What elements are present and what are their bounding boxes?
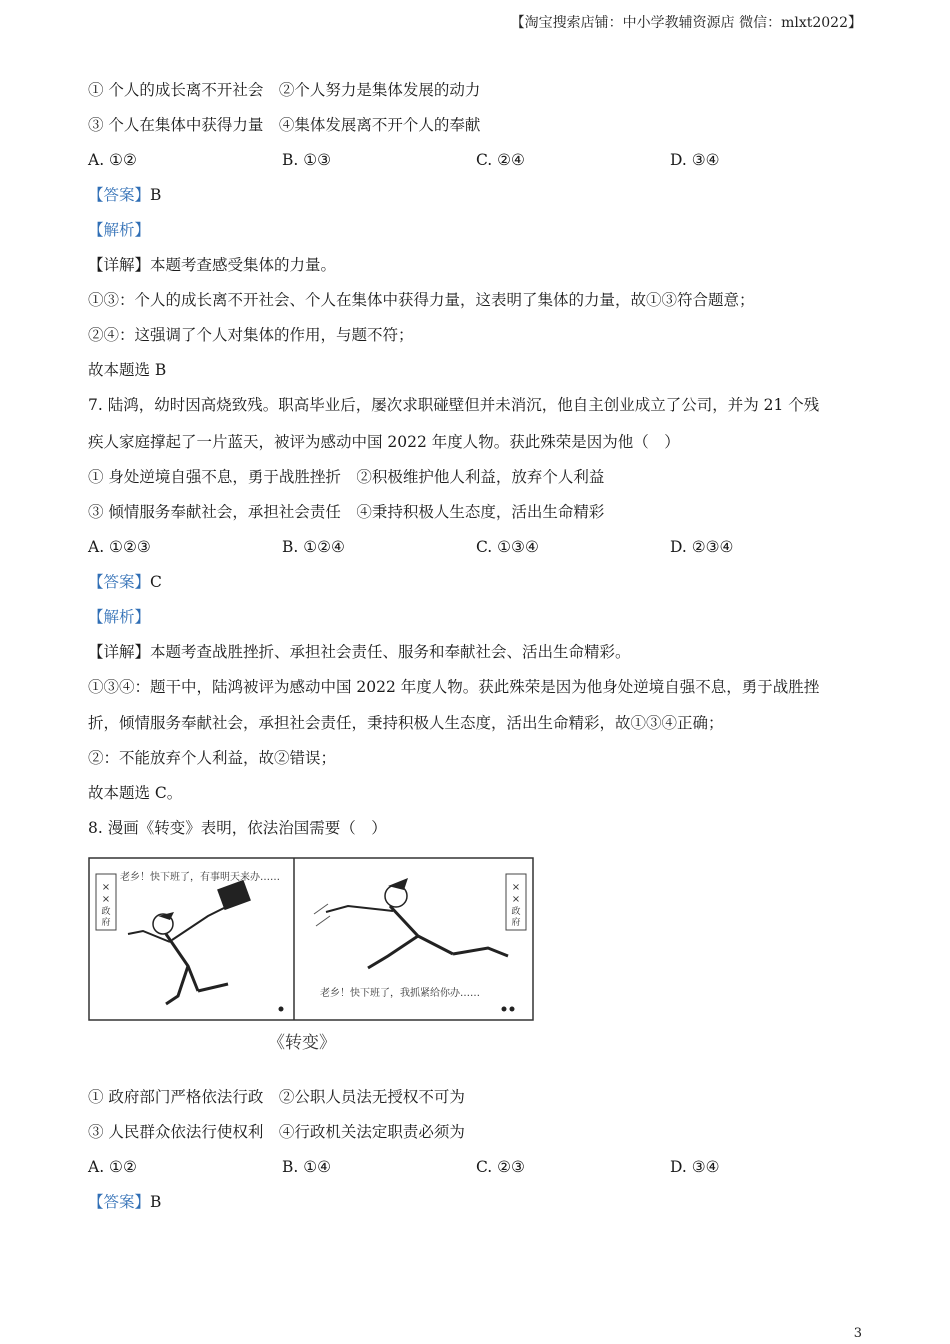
svg-text:政: 政 bbox=[511, 907, 521, 917]
q7-explanation-1b: 折，倾情服务奉献社会，承担社会责任，秉持积极人生态度，活出生命精彩，故①③④正确； bbox=[88, 714, 724, 732]
answer-value: C bbox=[150, 573, 162, 591]
cartoon-caption: 《转变》 bbox=[268, 1033, 336, 1053]
answer-tag: 【答案】 bbox=[88, 1193, 151, 1211]
q8-stem: 8. 漫画《转变》表明，依法治国需要（ ） bbox=[88, 819, 387, 837]
q6-detail: 【详解】本题考查感受集体的力量。 bbox=[88, 256, 337, 274]
answer-value: B bbox=[150, 186, 162, 204]
q6-statement-line-1: ① 个人的成长离不开社会 ②个人努力是集体发展的动力 bbox=[88, 81, 481, 99]
q7-conclusion: 故本题选 C。 bbox=[88, 784, 183, 802]
q8-option-b: B. ①④ bbox=[282, 1158, 332, 1176]
q7-option-d: D. ②③④ bbox=[670, 538, 734, 556]
q6-option-c: C. ②④ bbox=[476, 151, 525, 169]
q7-option-b: B. ①②④ bbox=[282, 538, 345, 556]
q7-option-a: A. ①②③ bbox=[88, 538, 151, 556]
cartoon-transformation bbox=[88, 856, 536, 1024]
q6-analysis-tag: 【解析】 bbox=[88, 221, 151, 239]
q7-explanation-2: ②：不能放弃个人利益，故②错误； bbox=[88, 749, 337, 767]
q7-option-c: C. ①③④ bbox=[476, 538, 539, 556]
q8-statement-line-1: ① 政府部门严格依法行政 ②公职人员法无授权不可为 bbox=[88, 1088, 465, 1106]
q8-option-c: C. ②③ bbox=[476, 1158, 525, 1176]
q8-answer bbox=[88, 1192, 161, 1212]
q7-stem-line-2: 疾人家庭撑起了一片蓝天，被评为感动中国 2022 年度人物。获此殊荣是因为他（ ） bbox=[88, 433, 680, 451]
q6-statement-line-2: ③ 个人在集体中获得力量 ④集体发展离不开个人的奉献 bbox=[88, 116, 481, 134]
q6-option-a: A. ①② bbox=[88, 151, 137, 169]
svg-text:政: 政 bbox=[101, 907, 111, 917]
answer-value: B bbox=[150, 1193, 162, 1211]
svg-text:老乡！快下班了，我抓紧给你办……: 老乡！快下班了，我抓紧给你办…… bbox=[320, 988, 480, 999]
q6-conclusion: 故本题选 B bbox=[88, 361, 167, 379]
answer-tag: 【答案】 bbox=[88, 186, 151, 204]
q6-option-b: B. ①③ bbox=[282, 151, 332, 169]
svg-text:老乡！快下班了，有事明天来办……: 老乡！快下班了，有事明天来办…… bbox=[120, 872, 280, 883]
q6-explanation-1: ①③：个人的成长离不开社会、个人在集体中获得力量，这表明了集体的力量，故①③符合题意； bbox=[88, 291, 755, 309]
q7-analysis-tag: 【解析】 bbox=[88, 608, 151, 626]
svg-text:×: × bbox=[101, 894, 111, 905]
q7-detail: 【详解】本题考查战胜挫折、承担社会责任、服务和奉献社会、活出生命精彩。 bbox=[88, 643, 631, 661]
svg-text:×: × bbox=[511, 894, 521, 905]
q6-explanation-2: ②④：这强调了个人对集体的作用，与题不符； bbox=[88, 326, 414, 344]
answer-tag: 【答案】 bbox=[88, 573, 151, 591]
q7-statement-line-1: ① 身处逆境自强不息，勇于战胜挫折 ②积极维护他人利益，放弃个人利益 bbox=[88, 468, 605, 486]
svg-text:×: × bbox=[101, 882, 111, 893]
q7-explanation-1a: ①③④：题干中，陆鸿被评为感动中国 2022 年度人物。获此殊荣是因为他身处逆境自强不息，勇于战胜挫 bbox=[88, 678, 820, 696]
page-number: 3 bbox=[853, 1326, 862, 1341]
page-header: 【淘宝搜索店铺：中小学教辅资源店 微信：mlxt2022】 bbox=[510, 15, 862, 31]
q8-statement-line-2: ③ 人民群众依法行使权利 ④行政机关法定职责必须为 bbox=[88, 1123, 465, 1141]
q6-option-d: D. ③④ bbox=[670, 151, 720, 169]
q7-stem-line-1: 7. 陆鸿，幼时因高烧致残。职高毕业后，屡次求职碰壁但并未消沉，他自主创业成立了公司，并为 21 个残 bbox=[88, 396, 820, 414]
q8-option-a: A. ①② bbox=[88, 1158, 137, 1176]
q6-answer bbox=[88, 185, 161, 205]
svg-text:府: 府 bbox=[101, 918, 111, 928]
q8-option-d: D. ③④ bbox=[670, 1158, 720, 1176]
svg-text:×: × bbox=[511, 882, 521, 893]
q7-statement-line-2: ③ 倾情服务奉献社会，承担社会责任 ④秉持积极人生态度，活出生命精彩 bbox=[88, 503, 605, 521]
q7-answer bbox=[88, 572, 162, 592]
svg-text:府: 府 bbox=[511, 918, 521, 928]
